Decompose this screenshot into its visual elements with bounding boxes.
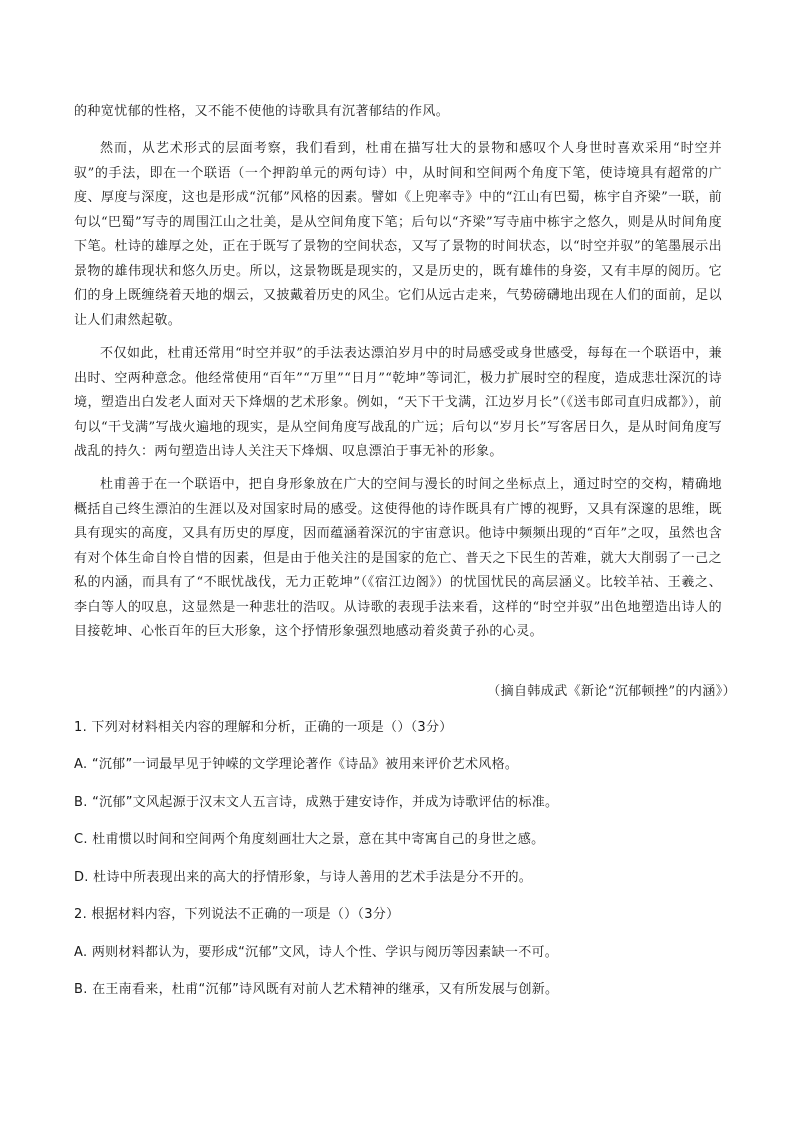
question-1-stem: 1. 下列对材料相关内容的理解和分析，正确的一项是（）（3分） — [74, 720, 453, 735]
question-2-stem: 2. 根据材料内容，下列说法不正确的一项是（）（3分） — [74, 907, 400, 922]
passage-paragraph-2: 不仅如此，杜甫还常用“时空并驭”的手法表达漂泊岁月中的时局感受或身世感受，每每在一个联语中，兼出时、空两种意念。他经常使用“百年”“万里”“日月”“乾坤”等词汇，极力扩展时空的程度，造成悲壮深沉的诗境，塑造出白发老人面对天下烽烟的艺术形象。例如，“天下干戈满，江边岁月长”（《送韦郎司直归成都》），前句以“干戈满”写战火遍地的现实，是从空间角度写战乱的广远；后句以“岁月长”写客居日久，是从时间角度写战乱的持久：两句塑造出诗人关注天下烽烟、叹息漂泊于事无补的形象。 — [74, 346, 722, 459]
question-1-option-b: B. “沉郁”文风起源于汉末文人五言诗，成熟于建安诗作，并成为诗歌评估的标准。 — [74, 795, 559, 810]
question-1-option-a: A. “沉郁”一词最早见于钟嵘的文学理论著作《诗品》被用来评价艺术风格。 — [74, 757, 519, 772]
question-1-option-c: C. 杜甫惯以时间和空间两个角度刻画壮大之景，意在其中寄寓自己的身世之感。 — [74, 832, 545, 847]
question-2-option-b: B. 在王南看来，杜甫“沉郁”诗风既有对前人艺术精神的继承，又有所发展与创新。 — [74, 982, 559, 997]
passage-source: （摘自韩成武《新论“沉郁顿挫”的内涵》） — [487, 684, 736, 699]
passage-paragraph-1: 然而，从艺术形式的层面考察，我们看到，杜甫在描写壮大的景物和感叹个人身世时喜欢采用“时空并驭”的手法，即在一个联语（一个押韵单元的两句诗）中，从时间和空间两个角度下笔，使诗境具有超常的广度、厚度与深度，这也是形成“沉郁”风格的因素。譬如《上兜率寺》中的“江山有巴蜀，栋宇自齐梁”一联，前句以“巴蜀”写寺的周围江山之壮美，是从空间角度下笔；后句以“齐梁”写寺庙中栋宇之悠久，则是从时间角度下笔。杜诗的雄厚之处，正在于既写了景物的空间状态，又写了景物的时间状态，以“时空并驭”的笔墨展示出景物的雄伟现状和悠久历史。所以，这景物既是现实的，又是历史的，既有雄伟的身姿，又有丰厚的阅历。它们的身上既缠绕着天地的烟云，又披戴着历史的风尘。它们从远古走来，气势磅礴地出现在人们的面前，足以让人们肃然起敬。 — [74, 141, 722, 328]
question-1-option-d: D. 杜诗中所表现出来的高大的抒情形象，与诗人善用的艺术手法是分不开的。 — [74, 870, 533, 885]
passage-paragraph-3: 杜甫善于在一个联语中，把自身形象放在广大的空间与漫长的时间之坐标点上，通过时空的交构，精确地概括自己终生漂泊的生涯以及对国家时局的感受。这使得他的诗作既具有广博的视野，又具有深邃的思维，既具有现实的高度，又具有历史的厚度，因而蕴涵着深沉的宇宙意识。他诗中频频出现的“百年”之叹，虽然也含有对个体生命自怜自惜的因素，但是由于他关注的是国家的危亡、普天之下民生的苦难，就大大削弱了一己之私的内涵，而具有了“不眠忧战伐，无力正乾坤”（《宿江边阁》）的忧国忧民的高层涵义。比较羊祜、王羲之、李白等人的叹息，这显然是一种悲壮的浩叹。从诗歌的表现手法来看，这样的“时空并驭”出色地塑造出诗人的目接乾坤、心怅百年的巨大形象，这个抒情形象强烈地感动着炎黄子孙的心灵。 — [74, 477, 722, 639]
passage-paragraph-0: 的种宽忧郁的性格，又不能不使他的诗歌具有沉著郁结的作风。 — [74, 104, 450, 119]
question-2-option-a: A. 两则材料都认为，要形成“沉郁”文风，诗人个性、学识与阅历等因素缺一不可。 — [74, 945, 559, 960]
